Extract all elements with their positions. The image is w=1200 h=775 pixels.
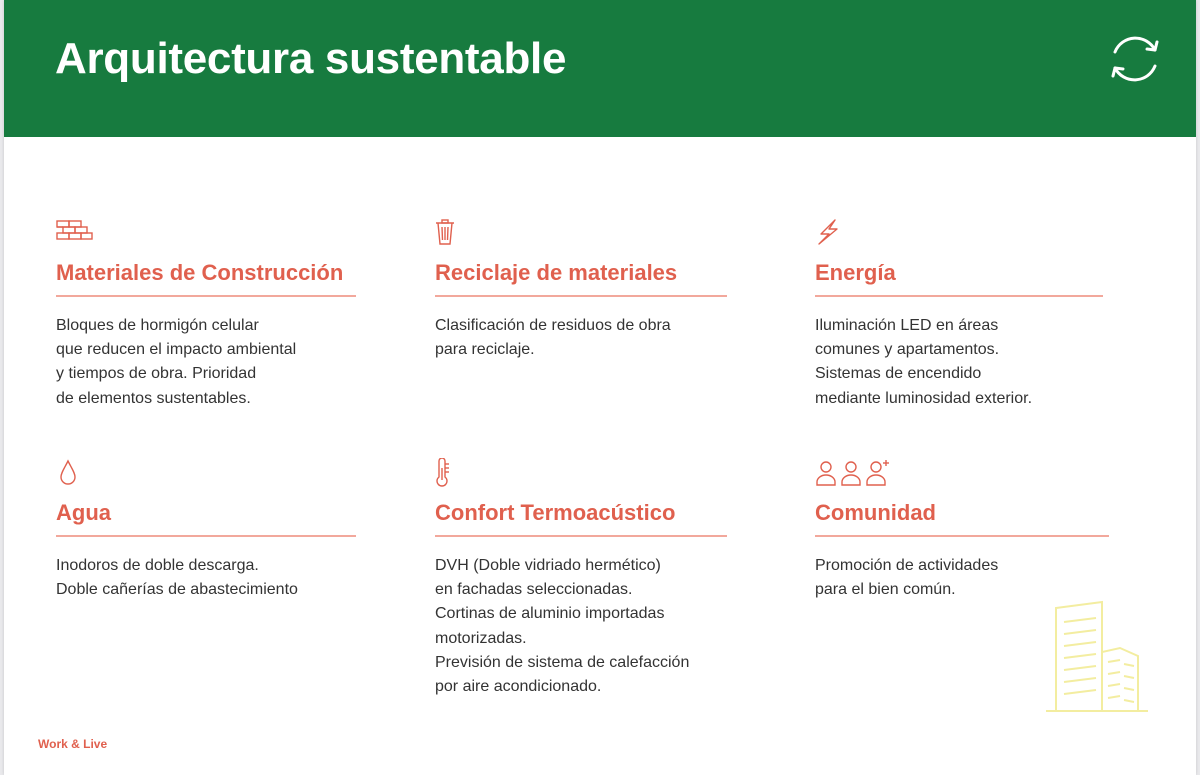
section-heading: Confort Termoacústico (435, 500, 676, 525)
section-text-line: Cortinas de aluminio importadas (435, 605, 665, 623)
section-text-line: por aire acondicionado. (435, 678, 602, 696)
refresh-icon[interactable] (1104, 28, 1166, 90)
section-body (815, 554, 1155, 602)
slide (4, 0, 1196, 775)
section-text-line: en fachadas seleccionadas. (435, 581, 633, 599)
lightning-icon (815, 218, 855, 248)
section-text-line: Doble cañerías de abastecimiento (56, 581, 298, 599)
footer-brand: Work & Live (38, 737, 108, 751)
section-text-line: Iluminación LED en áreas (815, 317, 999, 334)
section-heading: Reciclaje de materiales (435, 260, 678, 285)
section-text-line: Bloques de hormigón celular (56, 317, 259, 334)
section-text-line: para el bien común. (815, 581, 956, 599)
section-divider (815, 295, 1103, 297)
section-body (815, 314, 1155, 411)
section-divider (435, 535, 727, 537)
thermometer-icon (435, 458, 475, 488)
section-text-line: motorizadas. (435, 629, 527, 647)
section-divider (56, 295, 356, 297)
section-text-line: Sistemas de encendido (815, 365, 982, 383)
section-text-line: Previsión de sistema de calefacción (435, 653, 690, 671)
bricks-icon (56, 218, 96, 248)
section-text-line: que reducen el impacto ambiental (56, 341, 297, 359)
page-title: Arquitectura sustentable (55, 34, 567, 83)
section-heading: Comunidad (815, 500, 936, 525)
section-body (435, 554, 775, 699)
section-text-line: Clasificación de residuos de obra (435, 317, 671, 334)
section-heading: Materiales de Construcción (56, 260, 344, 285)
section-heading: Energía (815, 260, 896, 285)
section-text-line: comunes y apartamentos. (815, 341, 1000, 359)
section-body (435, 314, 775, 362)
section-divider (56, 535, 356, 537)
water-drop-icon (56, 458, 96, 488)
building-icon (1044, 600, 1150, 714)
section-text-line: Promoción de actividades (815, 557, 999, 574)
header-banner (4, 0, 1196, 137)
section-text-line: mediante luminosidad exterior. (815, 389, 1033, 407)
section-heading: Agua (56, 500, 111, 525)
section-text-line: de elementos sustentables. (56, 389, 251, 407)
section-divider (815, 535, 1109, 537)
section-divider (435, 295, 727, 297)
section-body (56, 554, 396, 602)
people-icon (815, 458, 895, 488)
section-text-line: para reciclaje. (435, 341, 535, 359)
section-text-line: Inodoros de doble descarga. (56, 557, 259, 574)
section-body (56, 314, 396, 411)
section-text-line: y tiempos de obra. Prioridad (56, 365, 257, 383)
section-text-line: DVH (Doble vidriado hermético) (435, 557, 661, 574)
trash-bin-icon (435, 218, 475, 248)
